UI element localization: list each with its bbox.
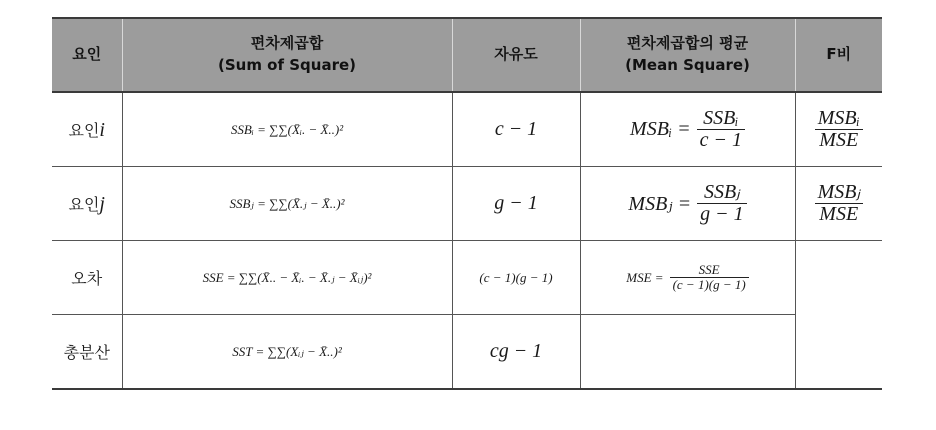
table-row [52,315,882,390]
row-label-var: j [99,192,105,215]
df-total: cg − 1 [452,315,580,390]
row-label-var: i [99,118,105,141]
header-ss-korean: 편차제곱합 [250,34,324,53]
row-label-factor-j: 요인j [52,167,122,241]
f-ratio-factor-i: $\frac{\text{MSBᵢ}}{\text{MSE}}$ [795,92,882,167]
header-mean-square [580,18,795,92]
header-factor: 요인 [52,18,122,92]
row-label-total: 총분산 [52,315,122,390]
table-row [52,92,882,167]
table-row [52,241,882,315]
f-ratio-empty [795,315,882,390]
df-factor-i: c − 1 [452,92,580,167]
ms-empty [580,315,795,390]
header-f-ratio: F비 [795,18,882,92]
row-label-error: 오차 [52,241,122,315]
header-sum-of-squares [122,18,452,92]
header-ms-english: (Mean Square) [625,56,750,74]
table-row [52,167,882,241]
ms-formula-error: MSE = $\frac{\text{SSE}}{(c - 1)(g - 1)}$ [580,241,795,315]
df-factor-j: g − 1 [452,167,580,241]
header-ms-korean: 편차제곱합의 평균 [626,34,749,53]
anova-table [52,17,882,390]
ss-formula-error: SSE = ∑∑(X̄.. − X̄ᵢ. − X̄.ⱼ − X̄ᵢⱼ)² [122,241,452,315]
f-ratio-factor-j: $\frac{\text{MSBⱼ}}{\text{MSE}}$ [795,167,882,241]
row-label-factor-i: 요인i [52,92,122,167]
ss-formula-factor-i: SSBᵢ = ∑∑(X̄ᵢ. − X̄..)² [122,92,452,167]
ms-formula-factor-j: MSBⱼ = $\frac{\text{SSBⱼ}}{g - 1}$ [580,167,795,241]
header-row [52,18,882,92]
f-ratio-empty [795,241,882,315]
ss-formula-factor-j: SSBⱼ = ∑∑(X̄.ⱼ − X̄..)² [122,167,452,241]
ms-formula-factor-i: MSBᵢ = $\frac{\text{SSBᵢ}}{c - 1}$ [580,92,795,167]
df-error: (c − 1)(g − 1) [452,241,580,315]
header-degrees-of-freedom: 자유도 [452,18,580,92]
header-ss-english: (Sum of Square) [217,56,356,74]
ss-formula-total: SST = ∑∑(Xᵢⱼ − X̄..)² [122,315,452,390]
